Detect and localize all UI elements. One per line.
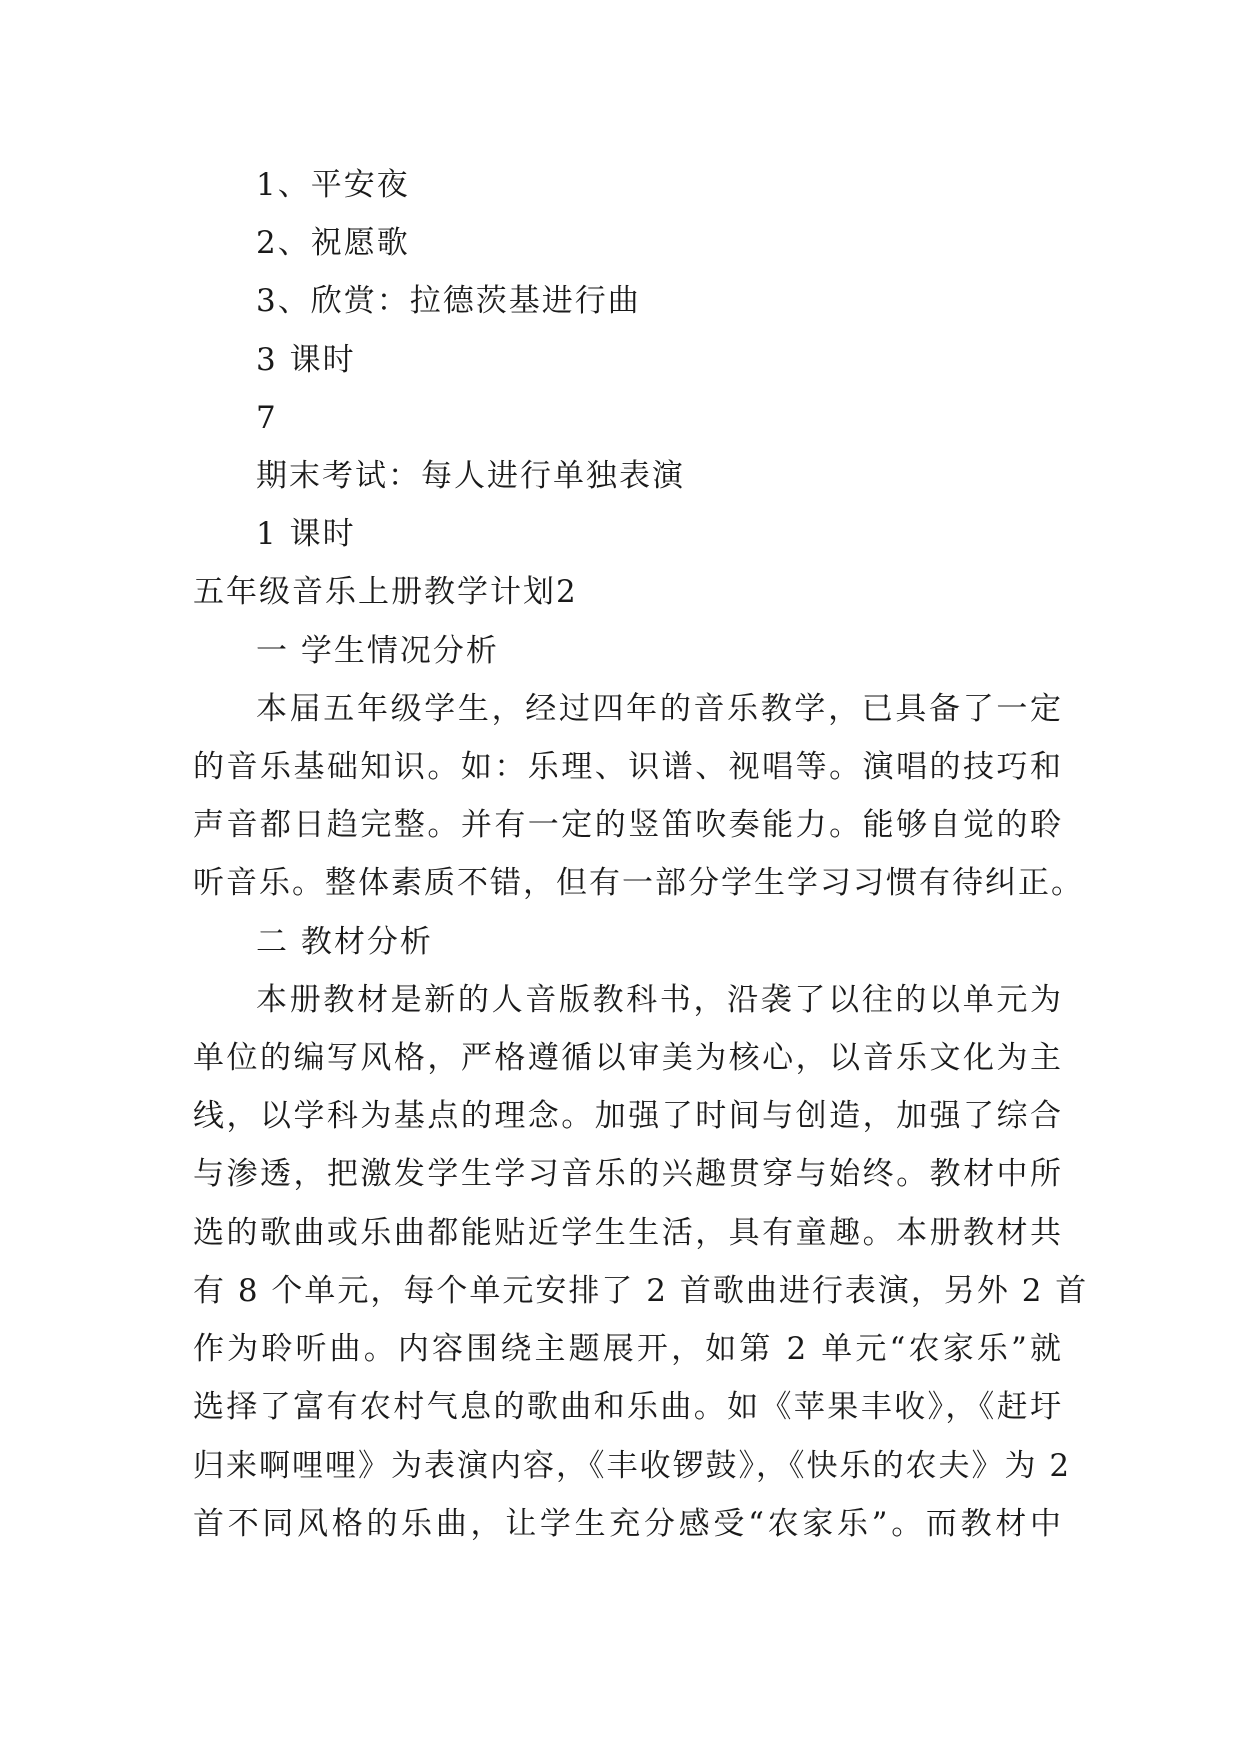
paragraph-line: 选择了富有农村气息的歌曲和乐曲。如《苹果丰收》，《赶圩 (193, 1389, 1063, 1425)
paragraph-line: 线，以学科为基点的理念。加强了时间与创造，加强了综合 (193, 1098, 1063, 1134)
paragraph-line: 选的歌曲或乐曲都能贴近学生生活，具有童趣。本册教材共 (193, 1215, 1063, 1251)
paragraph-line: 首不同风格的乐曲，让学生充分感受“农家乐”。而教材中 (193, 1506, 1063, 1542)
paragraph-line: 有 8 个单元，每个单元安排了 2 首歌曲进行表演，另外 2 首 (193, 1273, 1089, 1309)
paragraph-line: 作为聆听曲。内容围绕主题展开，如第 2 单元“农家乐”就 (193, 1331, 1063, 1367)
paragraph-line: 声音都日趋完整。并有一定的竖笛吹奏能力。能够自觉的聆 (193, 807, 1063, 843)
paragraph-line: 单位的编写风格，严格遵循以审美为核心，以音乐文化为主 (193, 1040, 1063, 1076)
schedule-item: 期末考试：每人进行单独表演 (256, 458, 685, 494)
paragraph-line: 本届五年级学生，经过四年的音乐教学，已具备了一定 (256, 691, 1063, 727)
paragraph-line: 与渗透，把激发学生学习音乐的兴趣贯穿与始终。教材中所 (193, 1156, 1063, 1192)
schedule-item: 7 (256, 400, 278, 436)
section-title: 五年级音乐上册教学计划2 (193, 574, 578, 610)
schedule-item: 3、欣赏：拉德茨基进行曲 (256, 283, 641, 319)
schedule-item: 1 课时 (256, 516, 356, 552)
schedule-item: 2、祝愿歌 (256, 225, 410, 261)
paragraph-line: 的音乐基础知识。如：乐理、识谱、视唱等。演唱的技巧和 (193, 749, 1063, 785)
schedule-item: 3 课时 (256, 342, 356, 378)
paragraph-line: 本册教材是新的人音版教科书，沿袭了以往的以单元为 (256, 982, 1063, 1018)
paragraph-line: 归来啊哩哩》为表演内容，《丰收锣鼓》，《快乐的农夫》为 2 (193, 1448, 1072, 1484)
paragraph-line: 听音乐。整体素质不错，但有一部分学生学习习惯有待纠正。 (193, 865, 1084, 901)
heading-student-analysis: 一 学生情况分析 (256, 633, 499, 669)
heading-textbook-analysis: 二 教材分析 (256, 924, 433, 960)
schedule-item: 1、平安夜 (256, 167, 410, 203)
